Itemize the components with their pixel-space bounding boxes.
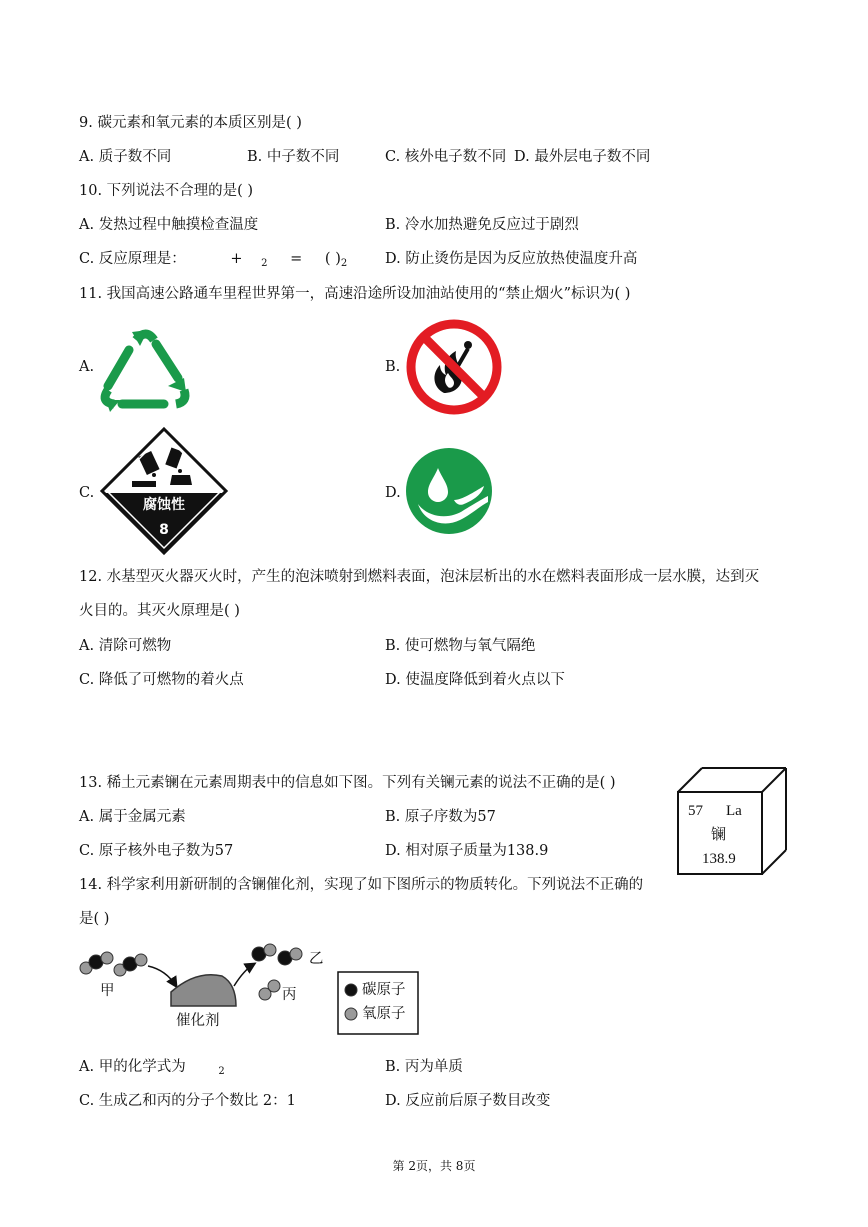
legend-oxygen-label: 氧原子: [362, 1006, 406, 1022]
element-name: 镧: [711, 827, 727, 843]
corrosive-sign-number: 8: [159, 522, 169, 538]
q14-option-d: D. 反应前后原子数目改变: [385, 1093, 551, 1109]
label-yi: 乙: [309, 951, 324, 967]
q11-option-c-label: C.: [79, 485, 95, 501]
q14-option-a-prefix: A. 甲的化学式为: [79, 1059, 186, 1075]
q11-option-d-label: D.: [385, 485, 401, 501]
legend-carbon-label: 碳原子: [362, 982, 406, 998]
q10-option-a: A. 发热过程中触摸检查温度: [79, 217, 259, 233]
question-14-stem-line1: 14. 科学家利用新研制的含镧催化剂，实现了如下图所示的物质转化。下列说法不正确的: [79, 877, 644, 893]
q12-option-a: A. 清除可燃物: [79, 638, 172, 654]
question-12-stem-line1: 12. 水基型灭火器灭火时，产生的泡沫喷射到燃料表面，泡沫层析出的水在燃料表面形成一层水膜，达到灭: [79, 569, 760, 585]
parenthesis-blank: ( ): [324, 251, 341, 267]
q13-option-d: D. 相对原子质量为138.9: [385, 843, 549, 859]
q14-option-b: B. 丙为单质: [385, 1059, 463, 1075]
q13-option-b: B. 原子序数为57: [385, 809, 496, 825]
q12-option-b: B. 使可燃物与氧气隔绝: [385, 638, 536, 654]
q14-option-c: C. 生成乙和丙的分子个数比 2：1: [79, 1093, 296, 1109]
element-number: 57: [688, 803, 703, 819]
subscript: 2: [340, 258, 348, 269]
page-footer: 第 2页，共 8页: [392, 1159, 476, 1173]
q10-option-d: D. 防止烫伤是因为反应放热使温度升高: [385, 251, 638, 267]
q11-option-b-label: B.: [385, 359, 401, 375]
element-mass: 138.9: [702, 851, 736, 867]
q14-option-a: [79, 1060, 225, 1077]
question-10-stem: 10. 下列说法不合理的是( ): [79, 183, 254, 199]
label-bing: 丙: [282, 987, 297, 1003]
reactant-molecules: [80, 952, 147, 976]
q9-option-c: C. 核外电子数不同: [385, 149, 507, 165]
q12-option-c: C. 降低了可燃物的着火点: [79, 672, 244, 688]
q11-option-a-label: A.: [79, 359, 95, 375]
product-bing-molecule: [259, 980, 280, 1000]
subscript: 2: [218, 1066, 225, 1077]
q9-option-b: B. 中子数不同: [247, 149, 340, 165]
q10-option-c-prefix: C. 反应原理是：: [79, 251, 186, 267]
question-11-stem: 11. 我国高速公路通车里程世界第一，高速沿途所设加油站使用的“禁止烟火”标识为( ): [79, 286, 631, 302]
plus-sign: +: [230, 251, 243, 267]
element-symbol: La: [726, 803, 742, 819]
recycle-icon: [96, 320, 196, 412]
corrosive-sign: [98, 425, 230, 557]
reaction-diagram: [76, 940, 426, 1036]
subscript: 2: [261, 258, 268, 269]
question-13-stem: 13. 稀土元素镧在元素周期表中的信息如下图。下列有关镧元素的说法不正确的是( ): [79, 775, 616, 791]
q13-option-a: A. 属于金属元素: [79, 809, 186, 825]
equals-sign: =: [290, 251, 303, 267]
water-saving-icon: [404, 446, 494, 536]
q9-option-d: D. 最外层电子数不同: [514, 149, 651, 165]
corrosive-sign-text: 腐蚀性: [143, 497, 185, 513]
q9-option-a: A. 质子数不同: [79, 149, 172, 165]
question-9-stem: 9. 碳元素和氧元素的本质区别是( ): [79, 115, 302, 131]
no-fire-sign-icon: [404, 317, 504, 417]
q10-option-b: B. 冷水加热避免反应过于剧烈: [385, 217, 579, 233]
element-card: [676, 766, 788, 876]
catalyst-label: 催化剂: [176, 1013, 220, 1029]
question-12-stem-line2: 火目的。其灭火原理是( ): [79, 603, 240, 619]
q13-option-c: C. 原子核外电子数为57: [79, 843, 234, 859]
product-yi-molecules: [252, 944, 302, 965]
label-jia: 甲: [100, 983, 115, 999]
q10-option-c: [79, 252, 347, 269]
q12-option-d: D. 使温度降低到着火点以下: [385, 672, 565, 688]
question-14-stem-line2: 是( ): [79, 911, 110, 927]
